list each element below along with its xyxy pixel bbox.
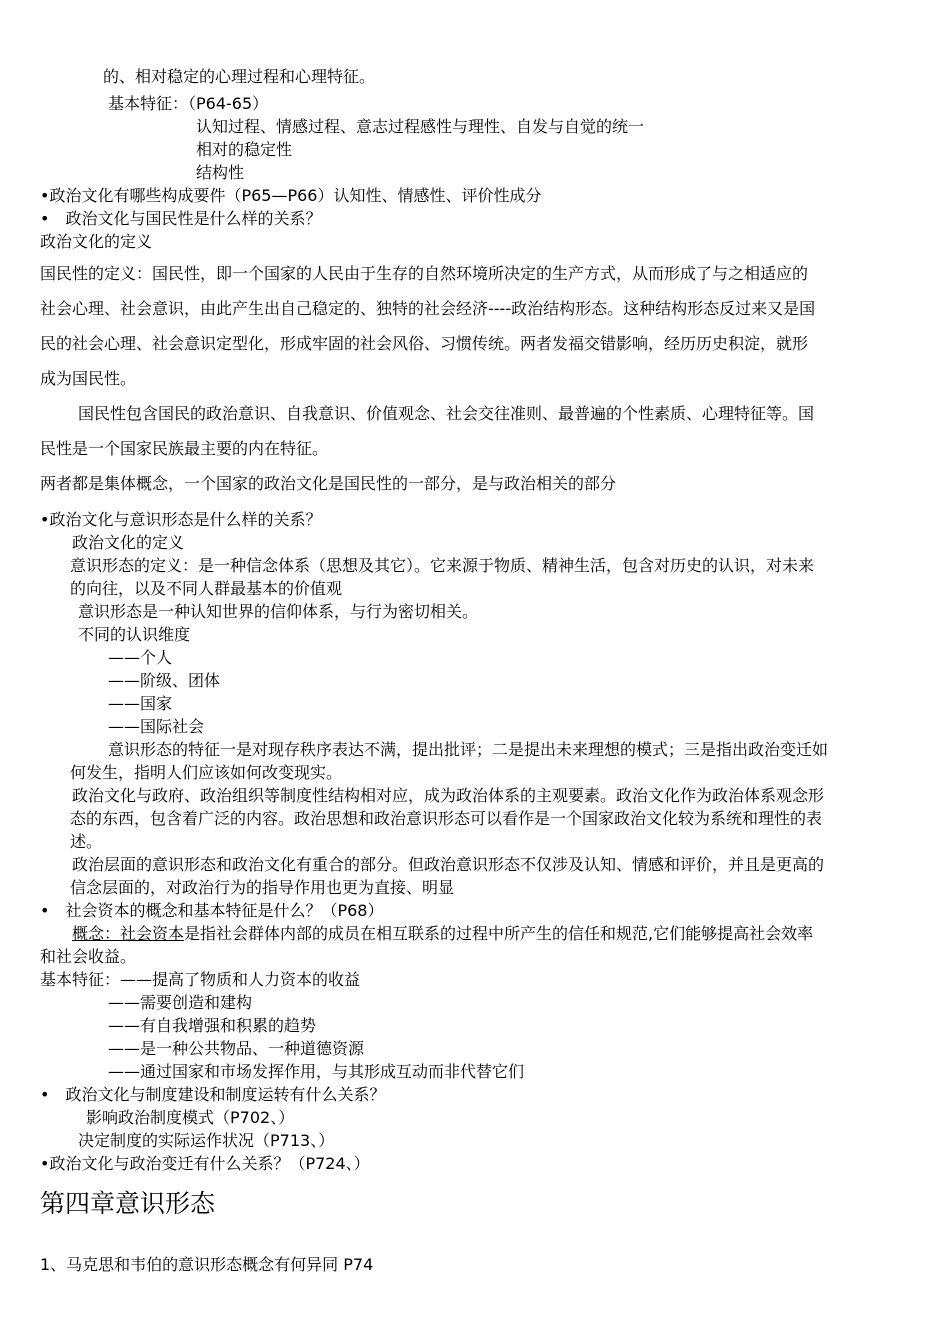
- paragraph-line: 两者都是集体概念，一个国家的政治文化是国民性的一部分，是与政治相关的部分: [40, 474, 617, 493]
- list-item: ——是一种公共物品、一种道德资源: [108, 1039, 365, 1058]
- paragraph-line: 民性是一个国家民族最主要的内在特征。: [40, 439, 329, 458]
- list-item: ——个人: [108, 648, 173, 667]
- paragraph-line: 民的社会心理、社会意识定型化，形成牢固的社会风俗、习惯传统。两者发福交错影响，经历历史积淀，就形: [40, 334, 809, 353]
- list-item: ——通过国家和市场发挥作用，与其形成互动而非代替它们: [108, 1062, 525, 1081]
- paragraph-line: 国民性包含国民的政治意识、自我意识、价值观念、社会交往准则、最普遍的个性素质、心理特征等。国: [78, 404, 815, 423]
- text-line: 决定制度的实际运作状况（P713、）: [78, 1131, 335, 1150]
- list-item: ——国家: [108, 694, 173, 713]
- concept-label: 概念：社会资本: [72, 924, 185, 943]
- text-line: 政治层面的意识形态和政治文化有重合的部分。但政治意识形态不仅涉及认知、情感和评价，并且是更高的: [72, 855, 825, 874]
- text-line: 和社会收益。: [40, 947, 137, 966]
- list-item: ——阶级、团体: [108, 671, 221, 690]
- text-line: 的向往，以及不同人群最基本的价值观: [70, 579, 343, 598]
- chapter-heading: 第四章意识形态: [40, 1189, 216, 1218]
- text-line: 何发生，指明人们应该如何改变现实。: [70, 763, 343, 782]
- concept-text: 是指社会群体内部的成员在相互联系的过程中所产生的信任和规范,它们能够提高社会效率: [184, 924, 814, 943]
- list-item: ——有自我增强和积累的趋势: [108, 1016, 317, 1035]
- text-line: 基本特征：（P64-65）: [108, 94, 269, 113]
- text-line: 意识形态是一种认知世界的信仰体系，与行为密切相关。: [78, 602, 479, 621]
- paragraph-line: 国民性的定义：国民性，即一个国家的人民由于生存的自然环境所决定的生产方式，从而形成了与之相适应的: [40, 264, 809, 283]
- bullet-item: • 政治文化与制度建设和制度运转有什么关系？: [40, 1085, 386, 1104]
- text-line: 认知过程、情感过程、意志过程感性与理性、自发与自觉的统一: [196, 117, 645, 136]
- paragraph-line: 成为国民性。: [40, 369, 137, 388]
- list-item: ——需要创造和建构: [108, 993, 253, 1012]
- text-line: 政治文化的定义: [40, 232, 153, 251]
- text-line: 结构性: [196, 163, 245, 182]
- text-line: 信念层面的，对政治行为的指导作用也更为直接、明显: [70, 878, 455, 897]
- text-line: 意识形态的定义：是一种信念体系（思想及其它）。它来源于物质、精神生活，包含对历史的认识，对未来: [70, 556, 815, 575]
- list-item: ——国际社会: [108, 717, 205, 736]
- text-line: 政治文化与政府、政治组织等制度性结构相对应，成为政治体系的主观要素。政治文化作为政治体系观念形: [72, 786, 825, 805]
- bullet-item: •政治文化与政治变迁有什么关系？（P724、）: [40, 1154, 370, 1173]
- concept-line: [72, 923, 813, 945]
- text-line: 相对的稳定性: [196, 140, 293, 159]
- bullet-item: •政治文化与意识形态是什么样的关系？: [40, 510, 322, 529]
- text-line: 述。: [70, 832, 103, 851]
- text-line: 影响政治制度模式（P702、）: [86, 1108, 295, 1127]
- bullet-item: •政治文化有哪些构成要件（P65—P66）认知性、情感性、评价性成分: [40, 186, 542, 205]
- text-line: 态的东西，包含着广泛的内容。政治思想和政治意识形态可以看作是一个国家政治文化较为系统和理性的表: [70, 809, 823, 828]
- bullet-item: • 政治文化与国民性是什么样的关系？: [40, 209, 322, 228]
- text-line: 的、相对稳定的心理过程和心理特征。: [103, 67, 376, 86]
- text-line: 基本特征：——提高了物质和人力资本的收益: [40, 970, 361, 989]
- paragraph-line: 社会心理、社会意识，由此产生出自己稳定的、独特的社会经济----政治结构形态。这种结构形态反过来又是国: [40, 299, 816, 318]
- question-line: 1、马克思和韦伯的意识形态概念有何异同 P74: [40, 1255, 374, 1274]
- text-line: 不同的认识维度: [78, 625, 191, 644]
- text-line: 政治文化的定义: [72, 533, 185, 552]
- text-line: 意识形态的特征一是对现存秩序表达不满，提出批评；二是提出未来理想的模式；三是指出政治变迁如: [108, 740, 829, 759]
- bullet-item: • 社会资本的概念和基本特征是什么？（P68）: [40, 901, 384, 920]
